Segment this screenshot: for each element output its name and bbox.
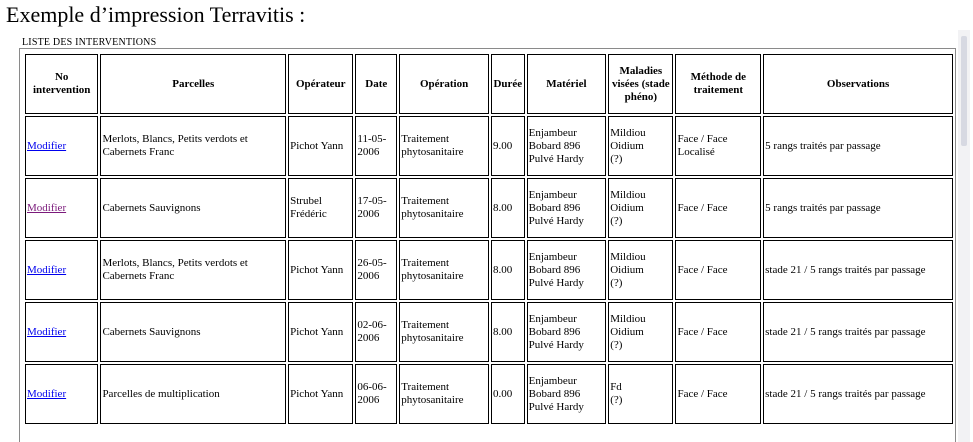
cell-methode [675,240,761,300]
materiel-line: Bobard 896 [528,263,581,276]
table-row [25,364,953,424]
methode-line: Face / Face [677,263,728,276]
header-operation: Opération [399,54,489,114]
materiel-line: Enjambeur [528,250,577,263]
cell-date: 17-05-2006 [355,178,397,238]
cell-materiel [527,240,607,300]
cell-operation: Traitement phytosanitaire [399,240,489,300]
cell-operateur: Strubel Frédéric [288,178,353,238]
cell-operateur: Pichot Yann [288,116,353,176]
cell-action [25,364,98,424]
modifier-link[interactable]: Modifier [27,201,67,214]
table-row [25,240,953,300]
materiel-line: Enjambeur [528,126,577,139]
maladie-line: Mildiou [610,126,646,139]
cell-date: 11-05-2006 [355,116,397,176]
maladie-line: (?) [610,394,623,406]
cell-operateur: Pichot Yann [288,302,353,362]
modifier-link[interactable]: Modifier [27,139,67,152]
table-row [25,178,953,238]
cell-maladies [608,364,673,424]
materiel-line: Bobard 896 [528,387,581,400]
cell-observations: stade 21 / 5 rangs traités par passage [763,240,953,300]
cell-maladies [608,178,673,238]
cell-duree: 9.00 [491,116,525,176]
header-date: Date [355,54,397,114]
cell-operateur: Pichot Yann [288,364,353,424]
methode-line: Face / Face [677,133,728,145]
cell-duree: 8.00 [491,302,525,362]
cell-duree: 8.00 [491,178,525,238]
methode-line: Localisé [677,146,715,158]
maladie-line: Mildiou [610,188,646,201]
page-title: Exemple d’impression Terravitis : [6,2,306,27]
interventions-table [23,52,955,426]
cell-methode [675,116,761,176]
maladie-line: Oidium [610,201,644,214]
methode-line: Face / Face [677,325,728,338]
maladie-line: Mildiou [610,250,646,263]
cell-operateur: Pichot Yann [288,240,353,300]
header-parcelles: Parcelles [100,54,286,114]
maladie-line: (?) [610,276,623,289]
cell-maladies [608,240,673,300]
cell-methode [675,178,761,238]
maladie-line: (?) [610,214,623,227]
cell-date: 26-05-2006 [355,240,397,300]
materiel-line: Enjambeur [528,188,577,201]
cell-operation: Traitement phytosanitaire [399,178,489,238]
cell-parcelles: Merlots, Blancs, Petits verdots et Cabernets Franc [100,116,286,176]
materiel-line: Pulvé Hardy [528,152,584,165]
header-num: No intervention [25,54,98,114]
cell-observations: 5 rangs traités par passage [763,116,953,176]
cell-parcelles: Merlots, Blancs, Petits verdots et Cabernets Franc [100,240,286,300]
cell-observations: 5 rangs traités par passage [763,178,953,238]
cell-parcelles: Parcelles de multiplication [100,364,286,424]
cell-date: 02-06-2006 [355,302,397,362]
cell-operation: Traitement phytosanitaire [399,364,489,424]
materiel-line: Bobard 896 [528,139,581,152]
table-row [25,302,953,362]
cell-date: 06-06-2006 [355,364,397,424]
modifier-link[interactable]: Modifier [27,263,67,276]
cell-duree: 0.00 [491,364,525,424]
cell-parcelles: Cabernets Sauvignons [100,302,286,362]
cell-action [25,178,98,238]
materiel-line: Pulvé Hardy [528,276,584,289]
cell-methode [675,364,761,424]
materiel-line: Pulvé Hardy [528,338,584,351]
maladie-line: Mildiou [610,312,646,325]
table-row [25,116,953,176]
methode-line: Face / Face [677,387,728,400]
modifier-link[interactable]: Modifier [27,387,67,400]
maladie-line: Oidium [610,325,644,338]
scrollbar-thumb[interactable] [961,36,967,146]
cell-maladies [608,302,673,362]
cell-duree: 8.00 [491,240,525,300]
header-maladies: Maladies visées (stade phéno) [608,54,673,114]
cell-action [25,240,98,300]
header-duree: Durée [491,54,525,114]
cell-observations: stade 21 / 5 rangs traités par passage [763,364,953,424]
modifier-link[interactable]: Modifier [27,325,67,338]
cell-operation: Traitement phytosanitaire [399,116,489,176]
maladie-line: (?) [610,338,623,351]
cell-methode [675,302,761,362]
header-observations: Observations [763,54,953,114]
materiel-line: Pulvé Hardy [528,214,584,227]
materiel-line: Bobard 896 [528,325,581,338]
header-operateur: Opérateur [288,54,353,114]
cell-observations: stade 21 / 5 rangs traités par passage [763,302,953,362]
methode-line: Face / Face [677,201,728,214]
cell-materiel [527,302,607,362]
materiel-line: Enjambeur [528,312,577,325]
header-materiel: Matériel [527,54,607,114]
cell-materiel [527,116,607,176]
list-caption: LISTE DES INTERVENTIONS [22,37,157,48]
header-methode: Méthode de traitement [675,54,761,114]
maladie-line: Oidium [610,139,644,152]
materiel-line: Pulvé Hardy [528,400,584,413]
maladie-line: Oidium [610,263,644,276]
cell-parcelles: Cabernets Sauvignons [100,178,286,238]
maladie-line: (?) [610,152,623,165]
cell-action [25,302,98,362]
cell-materiel [527,178,607,238]
cell-action [25,116,98,176]
interventions-panel [19,48,956,442]
materiel-line: Enjambeur [528,374,577,387]
maladie-line: Fd [610,381,622,393]
cell-operation: Traitement phytosanitaire [399,302,489,362]
header-row [25,54,953,114]
cell-maladies [608,116,673,176]
cell-materiel [527,364,607,424]
materiel-line: Bobard 896 [528,201,581,214]
